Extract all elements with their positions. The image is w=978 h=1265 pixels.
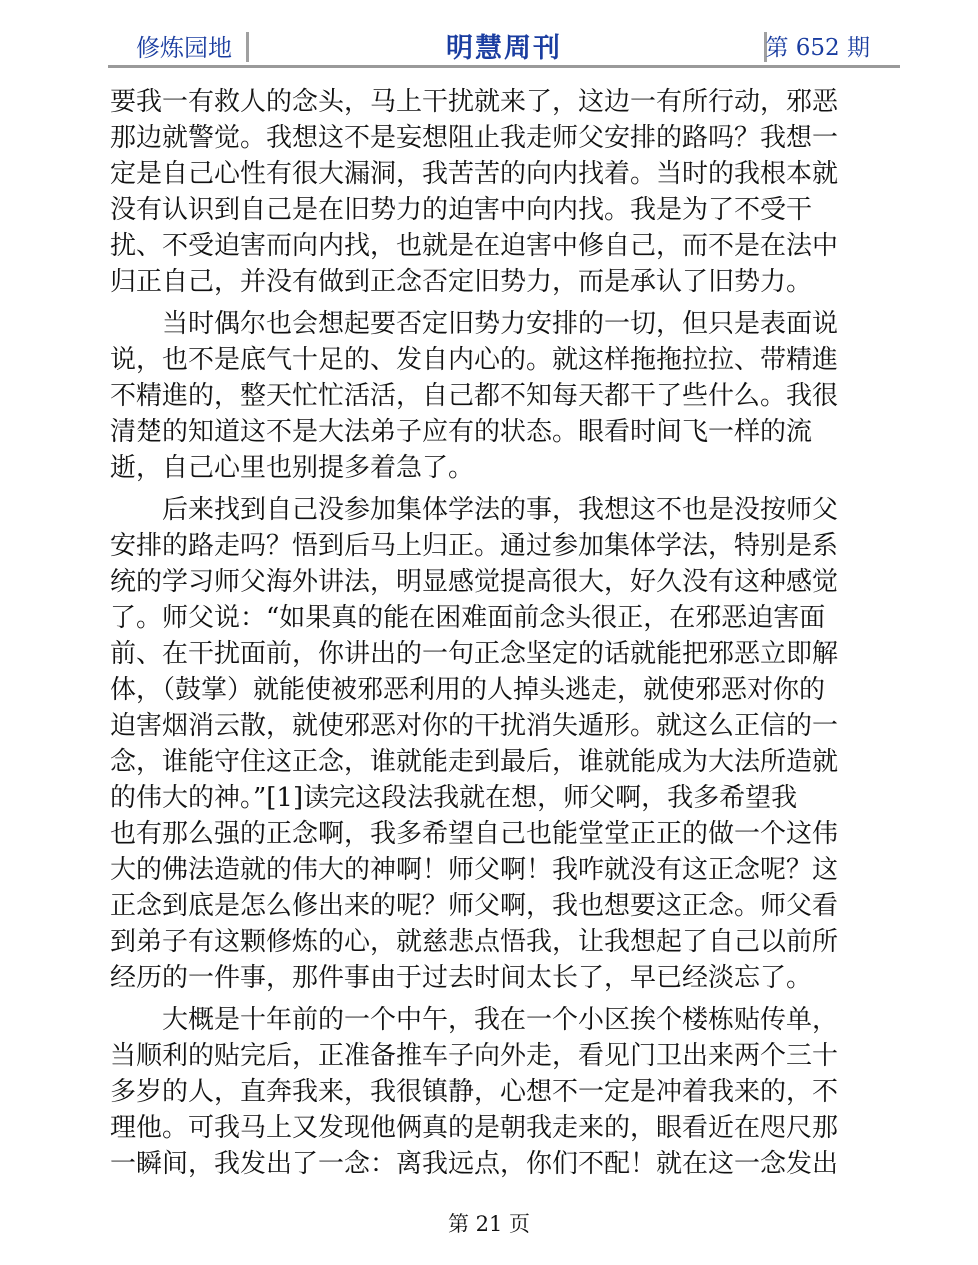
publication-title: 明慧周刊 [446,32,562,64]
text-line: 前、在干扰面前，你讲出的一句正念坚定的话就能把邪恶立即解 [110,639,839,669]
text-line: 当时偶尔也会想起要否定旧势力安排的一切，但只是表面说 [110,309,839,339]
paragraph-1 [110,84,896,300]
text-line: 归正自己，并没有做到正念否定旧势力，而是承认了旧势力。 [110,267,813,297]
text-line: 扰、不受迫害而向内找，也就是在迫害中修自己，而不是在法中 [110,231,839,261]
paragraph-4 [110,1002,896,1182]
text-line: 一瞬间，我发出了一念：离我远点，你们不配！就在这一念发出 [110,1149,839,1179]
page-number: 第 21 页 [447,1212,531,1236]
text-line: 体，（鼓掌）就能使被邪恶利用的人掉头逃走，就使邪恶对你的 [110,675,826,705]
section-name: 修炼园地 [136,33,232,62]
text-line: 经历的一件事，那件事由于过去时间太长了，早已经淡忘了。 [110,963,813,993]
text-line: 也有那么强的正念啊，我多希望自己也能堂堂正正的做一个这伟 [110,819,839,849]
text-line: 了。师父说：“如果真的能在困难面前念头很正，在邪恶迫害面 [110,603,826,633]
text-line: 要我一有救人的念头，马上干扰就来了，这边一有所行动，邪恶 [110,87,839,117]
text-line: 正念到底是怎么修出来的呢？师父啊，我也想要这正念。师父看 [110,891,839,921]
text-line: 后来找到自己没参加集体学法的事，我想这不也是没按师父 [110,495,839,525]
text-line: 安排的路走吗？悟到后马上归正。通过参加集体学法，特别是系 [110,531,839,561]
header-rule [108,65,900,68]
text-line: 那边就警觉。我想这不是妄想阻止我走师父安排的路吗？我想一 [110,123,839,153]
paragraph-2 [110,306,896,486]
text-line: 的伟大的神。”[1]读完这段法我就在想，师父啊，我多希望我 [110,783,798,813]
text-line: 理他。可我马上又发现他俩真的是朝我走来的，眼看近在咫尺那 [110,1113,839,1143]
paragraph-3 [110,492,896,996]
text-line: 逝，自己心里也别提多着急了。 [110,453,475,483]
text-line: 统的学习师父海外讲法，明显感觉提高很大，好久没有这种感觉 [110,567,839,597]
text-line: 到弟子有这颗修炼的心，就慈悲点悟我，让我想起了自己以前所 [110,927,839,957]
article-body [110,84,896,1188]
text-line: 念，谁能守住这正念，谁就能走到最后，谁就能成为大法所造就 [110,747,839,777]
text-line: 清楚的知道这不是大法弟子应有的状态。眼看时间飞一样的流 [110,417,813,447]
text-line: 多岁的人，直奔我来，我很镇静，心想不一定是冲着我来的，不 [110,1077,839,1107]
text-line: 不精進的，整天忙忙活活，自己都不知每天都干了些什么。我很 [110,381,839,411]
text-line: 大概是十年前的一个中午，我在一个小区挨个楼栋贴传单， [110,1005,839,1035]
issue-number: 第 652 期 [765,34,870,61]
text-line: 迫害烟消云散，就使邪恶对你的干扰消失遁形。就这么正信的一 [110,711,839,741]
text-line: 当顺利的贴完后，正准备推车子向外走，看见门卫出来两个三十 [110,1041,839,1071]
page-header [108,26,900,68]
text-line: 定是自己心性有很大漏洞，我苦苦的向内找着。当时的我根本就 [110,159,839,189]
text-line: 说，也不是底气十足的、发自内心的。就这样拖拖拉拉、带精進 [110,345,839,375]
text-line: 大的佛法造就的伟大的神啊！师父啊！我咋就没有这正念呢？这 [110,855,839,885]
text-line: 没有认识到自己是在旧势力的迫害中向内找。我是为了不受干 [110,195,813,225]
